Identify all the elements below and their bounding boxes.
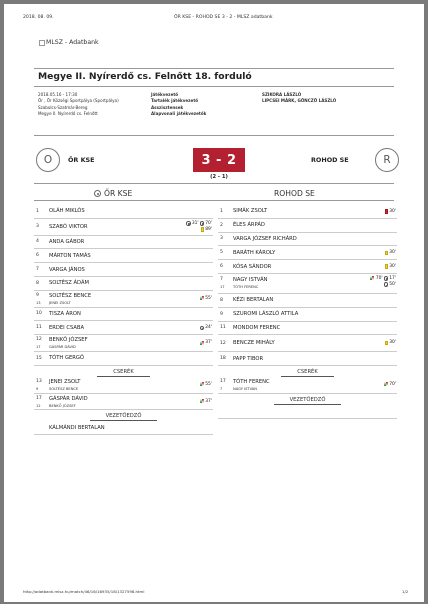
event-yellow-card: 30' <box>385 264 396 269</box>
player-row <box>218 308 397 322</box>
event-yellow-card: 89' <box>201 227 212 232</box>
player-name[interactable]: TISZA ÁRON <box>49 310 81 317</box>
player-name[interactable]: OLÁH MIKLÓS <box>49 208 85 215</box>
sub-player-name[interactable]: NAGY ISTVÁN <box>233 386 257 391</box>
player-number: 10 <box>36 311 42 317</box>
official-role: Játékvezető <box>151 92 179 97</box>
player-number: 13 <box>36 378 42 384</box>
player-name[interactable]: SZUROMI LÁSZLÓ ATTILA <box>233 311 299 318</box>
final-score: 3 - 2 <box>193 148 245 172</box>
subs-section-title: CSERÉK <box>218 366 397 377</box>
player-number: 2 <box>220 222 223 228</box>
player-name[interactable]: NAGY ISTVÁN <box>233 276 268 283</box>
away-lineup <box>218 205 397 419</box>
print-page <box>4 4 424 602</box>
coach-row <box>34 421 213 435</box>
player-number: 17 <box>220 378 226 384</box>
player-row <box>34 219 213 236</box>
page-title: Megye II. Nyírerdő cs. Felnőtt 18. forduló <box>38 71 252 82</box>
sub-player-number: 12 <box>36 403 41 408</box>
sub-player-name[interactable]: TÓTH FERENC <box>233 284 259 289</box>
player-name[interactable]: SOLTÉSZ ÁDÁM <box>49 280 89 287</box>
home-team-logo[interactable]: O <box>36 148 60 172</box>
substitution-icon <box>383 382 388 387</box>
logo-alt-text: MLSZ - Adatbank <box>46 39 99 46</box>
player-events <box>199 296 212 301</box>
player-number: 7 <box>36 267 39 273</box>
player-row <box>34 205 213 219</box>
player-row <box>34 263 213 277</box>
player-row <box>218 335 397 352</box>
player-row <box>34 352 213 366</box>
player-name[interactable]: KÉZI BERTALAN <box>233 297 274 304</box>
coach-name[interactable]: KÁLMÁNDI BERTALAN <box>49 424 105 431</box>
player-events <box>370 276 396 287</box>
player-events <box>385 264 396 269</box>
home-lineup <box>34 205 213 435</box>
yellow-card-icon <box>385 251 388 255</box>
player-number: 11 <box>36 325 42 331</box>
red-card-icon <box>385 209 388 213</box>
player-row <box>34 249 213 263</box>
player-name[interactable]: GÁSPÁR DÁVID <box>49 395 88 402</box>
player-number: 11 <box>220 325 226 331</box>
player-events <box>385 340 396 345</box>
coach-section-title: VEZETŐEDZŐ <box>34 410 213 421</box>
player-events <box>385 250 396 255</box>
home-team-header <box>94 189 132 198</box>
player-number: 9 <box>220 311 223 317</box>
sub-player-number: 7 <box>220 386 223 391</box>
event-goal: 24' <box>200 325 212 330</box>
player-number: 5 <box>220 250 223 256</box>
player-number: 1 <box>220 208 223 214</box>
sub-player-number: 17 <box>220 284 225 289</box>
player-events <box>199 340 212 345</box>
player-row <box>218 205 397 219</box>
player-number: 7 <box>220 276 223 282</box>
player-row <box>218 294 397 308</box>
player-name[interactable]: TÓTH GERGŐ <box>49 355 84 362</box>
substitution-icon <box>199 382 204 387</box>
sub-player-name[interactable]: JENEI ZSOLT <box>49 300 71 305</box>
event-substitution: 37' <box>199 399 212 404</box>
sub-player-number: 13 <box>36 300 41 305</box>
player-row <box>34 335 213 352</box>
player-name[interactable]: ERDEI CSABA <box>49 324 85 331</box>
player-events <box>199 399 212 404</box>
goal-icon <box>186 221 191 226</box>
yellow-card-icon <box>201 227 204 231</box>
player-name[interactable]: MÁRTON TAMÁS <box>49 252 91 259</box>
subs-section-title: CSERÉK <box>34 366 213 377</box>
player-name[interactable]: KÓSA SÁNDOR <box>233 263 272 270</box>
match-datetime: 2018.05.16 - 17:30 <box>38 92 78 97</box>
player-name[interactable]: PAPP TIBOR <box>233 355 264 362</box>
sub-player-name[interactable]: SOLTÉSZ BENCE <box>49 386 79 391</box>
player-number: 9 <box>36 292 39 298</box>
print-footer-url: http://adatbank.mlsz.hu/match/46/16/16935/18/1327598.html <box>23 589 145 594</box>
player-row <box>218 377 397 394</box>
player-name[interactable]: SOLTÉSZ BENCE <box>49 292 92 299</box>
divider <box>34 183 394 184</box>
player-row <box>218 322 397 336</box>
player-events <box>385 209 396 214</box>
sub-player-name[interactable]: BENKŐ JÓZSEF <box>49 403 76 408</box>
player-row <box>218 246 397 260</box>
substitution-icon <box>199 340 204 345</box>
yellow-card-icon <box>385 264 388 268</box>
event-substitution: 37' <box>199 340 212 345</box>
divider <box>34 135 394 136</box>
sub-player-number: 9 <box>36 386 39 391</box>
player-number: 17 <box>36 395 42 401</box>
official-role: Alapvonali játékvezetők <box>151 110 207 116</box>
player-events <box>199 382 212 387</box>
player-name[interactable]: TÓTH FERENC <box>233 378 270 385</box>
player-row <box>34 377 213 394</box>
player-number: 15 <box>36 355 42 361</box>
event-substitution: 55' <box>199 296 212 301</box>
yellow-card-icon <box>385 341 388 345</box>
player-row <box>34 236 213 250</box>
goal-icon <box>200 221 205 226</box>
player-number: 8 <box>220 297 223 303</box>
event-yellow-card: 30' <box>385 340 396 345</box>
print-doc-title: ŐR KSE - ROHOD SE 3 - 2 - MLSZ adatbank <box>174 15 273 20</box>
player-row <box>34 321 213 335</box>
player-name[interactable]: BARÁTH KÁROLY <box>233 249 276 256</box>
event-goal: 50' <box>384 282 396 287</box>
substitution-icon <box>370 276 375 281</box>
player-row <box>34 394 213 411</box>
divider <box>34 200 394 201</box>
coach-section-title: VEZETŐEDZŐ <box>218 394 397 405</box>
player-events <box>383 382 396 387</box>
player-number: 1 <box>36 208 39 214</box>
match-info <box>38 92 119 117</box>
sub-player-number: 17 <box>36 345 41 350</box>
player-row <box>218 219 397 233</box>
broken-image-icon <box>39 40 45 46</box>
event-substitution: 55' <box>199 382 212 387</box>
goal-icon <box>384 276 389 281</box>
substitution-icon <box>199 296 204 301</box>
match-venue: Őr , Őr Községi Sportpálya (Sportpálya) <box>38 98 119 104</box>
away-team-header-name: ROHOD SE <box>274 189 315 198</box>
home-team-header-name: ŐR KSE <box>104 189 133 198</box>
player-name[interactable]: MONDOM FERENC <box>233 324 281 331</box>
print-page-number: 1/2 <box>402 589 409 594</box>
official-role: Tartalék játékvezető <box>151 98 199 104</box>
player-row <box>218 260 397 274</box>
away-team-name[interactable]: ROHOD SE <box>311 156 349 164</box>
home-team-name[interactable]: ŐR KSE <box>68 156 95 164</box>
player-row <box>218 274 397 294</box>
match-competition: Megye II. Nyírerdő cs. Felnőtt <box>38 110 98 116</box>
player-row <box>34 277 213 291</box>
football-icon <box>94 190 101 197</box>
player-name[interactable]: BENKŐ JÓZSEF <box>49 337 88 344</box>
player-number: 12 <box>36 337 42 343</box>
player-name[interactable]: SIMÁK ZSOLT <box>233 208 268 215</box>
player-row <box>34 291 213 308</box>
player-number: 12 <box>220 340 226 346</box>
substitution-icon <box>199 399 204 404</box>
player-row <box>218 352 397 366</box>
mlsz-logo[interactable] <box>39 39 99 46</box>
player-name[interactable]: ÉLES ÁRPÁD <box>233 222 265 229</box>
goal-icon <box>384 282 389 287</box>
referee-name: SZIKORA LÁSZLÓ <box>262 92 302 97</box>
player-number: 3 <box>36 224 39 230</box>
player-name[interactable]: JENEI ZSOLT <box>49 378 81 385</box>
official-names <box>262 92 336 105</box>
player-row <box>218 233 397 247</box>
player-number: 8 <box>36 280 39 286</box>
away-team-header <box>274 189 315 198</box>
player-name[interactable]: VARGA JÁNOS <box>49 266 85 273</box>
event-red-card: 30' <box>385 209 396 214</box>
player-number: 6 <box>220 264 223 270</box>
player-events <box>200 325 212 330</box>
coach-row <box>218 405 397 419</box>
player-name[interactable]: ANDA GÁBOR <box>49 238 85 245</box>
player-name[interactable]: VARGA JÓZSEF RICHÁRD <box>233 235 297 242</box>
event-yellow-card: 30' <box>385 250 396 255</box>
player-number: 4 <box>36 239 39 245</box>
goal-icon <box>200 326 205 331</box>
assistants-names: LIPCSEI MÁRK, GÖNCZÖ LÁSZLÓ <box>262 98 337 104</box>
official-role: Asszisztensek <box>151 104 184 110</box>
halftime-score: (2 - 1) <box>210 174 228 180</box>
away-team-logo[interactable]: R <box>375 148 399 172</box>
player-number: 18 <box>220 356 226 362</box>
player-row <box>34 308 213 322</box>
event-substitution: 70' <box>383 382 396 387</box>
divider <box>34 68 394 69</box>
player-number: 6 <box>36 253 39 259</box>
player-name[interactable]: SZABÓ VIKTOR <box>49 223 88 230</box>
sub-player-name[interactable]: GÁSPÁR DÁVID <box>49 345 76 350</box>
event-sub-and-goal: 70' 17' <box>370 276 396 281</box>
event-goals: 31' 70' <box>186 221 212 226</box>
match-county: Szabolcs-Szatmár-Bereg <box>38 104 88 110</box>
player-events <box>186 221 212 232</box>
official-roles <box>151 92 206 117</box>
player-number: 3 <box>220 236 223 242</box>
player-name[interactable]: BENCZE MIHÁLY <box>233 340 275 347</box>
print-date: 2018. 08. 09. <box>23 15 54 20</box>
divider <box>34 86 394 87</box>
